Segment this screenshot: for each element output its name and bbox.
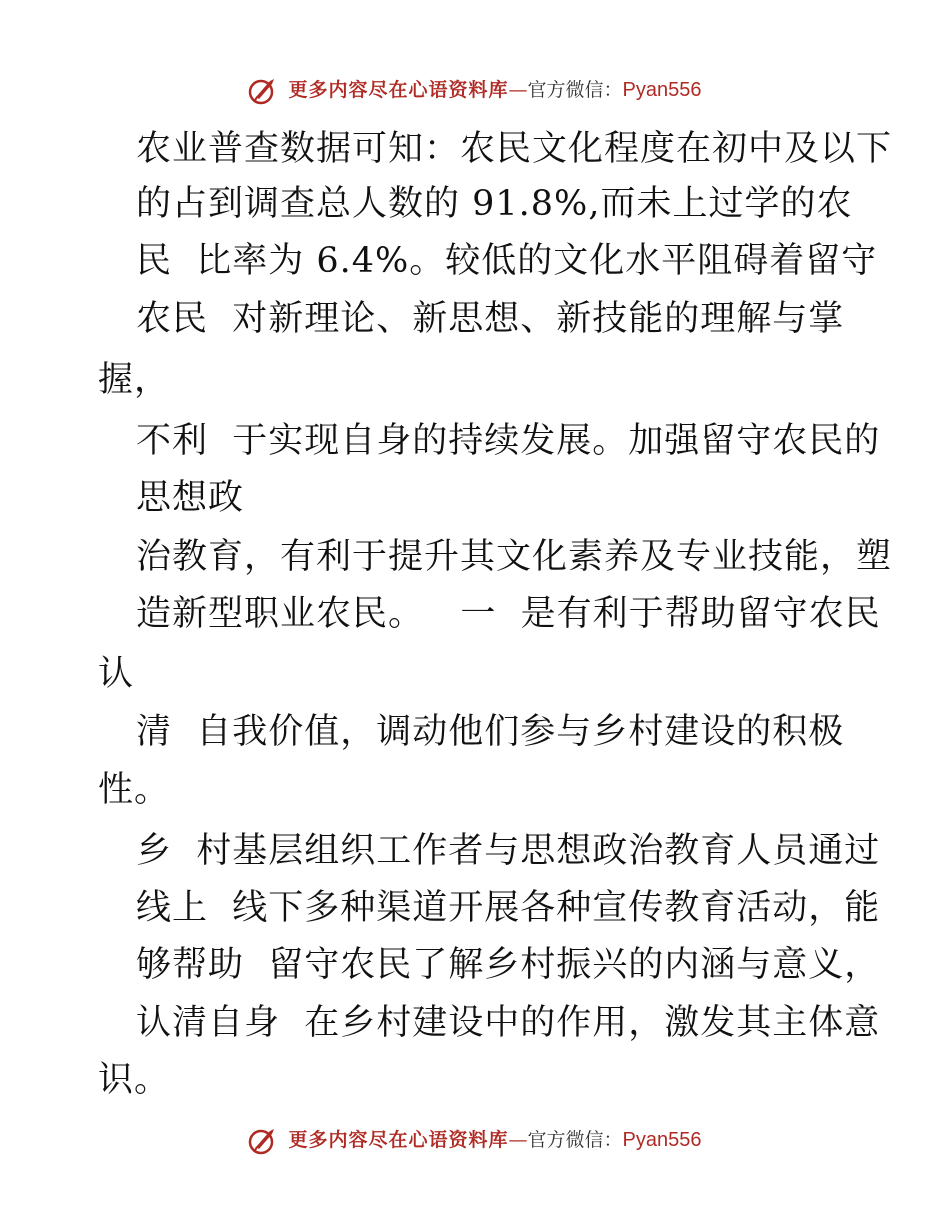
quill-logo-icon [248,1125,278,1155]
watermark-id: Pyan556 [622,79,702,101]
watermark-dash: — [508,1129,528,1151]
body-line-6: 不利 于实现自身的持续发展。加强留守农民的 [136,421,881,461]
body-line-9: 造新型职业农民。 一 是有利于帮助留守农民 [136,594,881,634]
body-line-5: 握， [98,360,171,400]
watermark-label: 官方微信： [527,1129,623,1151]
watermark-label: 官方微信： [527,79,623,101]
body-line-4: 农民 对新理论、新思想、新技能的理解与掌 [136,299,845,339]
body-line-13: 乡 村基层组织工作者与思想政治教育人员通过 [136,831,881,871]
body-line-14: 线上 线下多种渠道开展各种宣传教育活动，能 [136,888,881,928]
body-line-15: 够帮助 留守农民了解乡村振兴的内涵与意义， [136,945,881,985]
watermark-id: Pyan556 [622,1129,702,1151]
body-line-1: 农业普查数据可知：农民文化程度在初中及以下 [136,129,893,169]
body-line-17: 识。 [98,1060,171,1100]
watermark-main-text: 更多内容尽在心语资料库 [288,79,509,101]
body-line-3: 民 比率为 6.4%。较低的文化水平阻碍着留守 [136,241,878,281]
body-line-8: 治教育，有利于提升其文化素养及专业技能，塑 [136,537,893,577]
quill-logo-icon [248,75,278,105]
body-line-12: 性。 [98,770,171,810]
body-line-10: 认 [98,654,135,694]
body-line-2: 的占到调查总人数的 91.8%,而未上过学的农 [136,184,853,224]
watermark-dash: — [508,79,528,101]
body-line-7: 思想政 [136,478,245,518]
header-watermark [0,74,950,105]
footer-watermark [0,1124,950,1155]
body-line-11: 清 自我价值，调动他们参与乡村建设的积极 [136,712,845,752]
watermark-main-text: 更多内容尽在心语资料库 [288,1129,509,1151]
body-line-16: 认清自身 在乡村建设中的作用，激发其主体意 [136,1003,881,1043]
